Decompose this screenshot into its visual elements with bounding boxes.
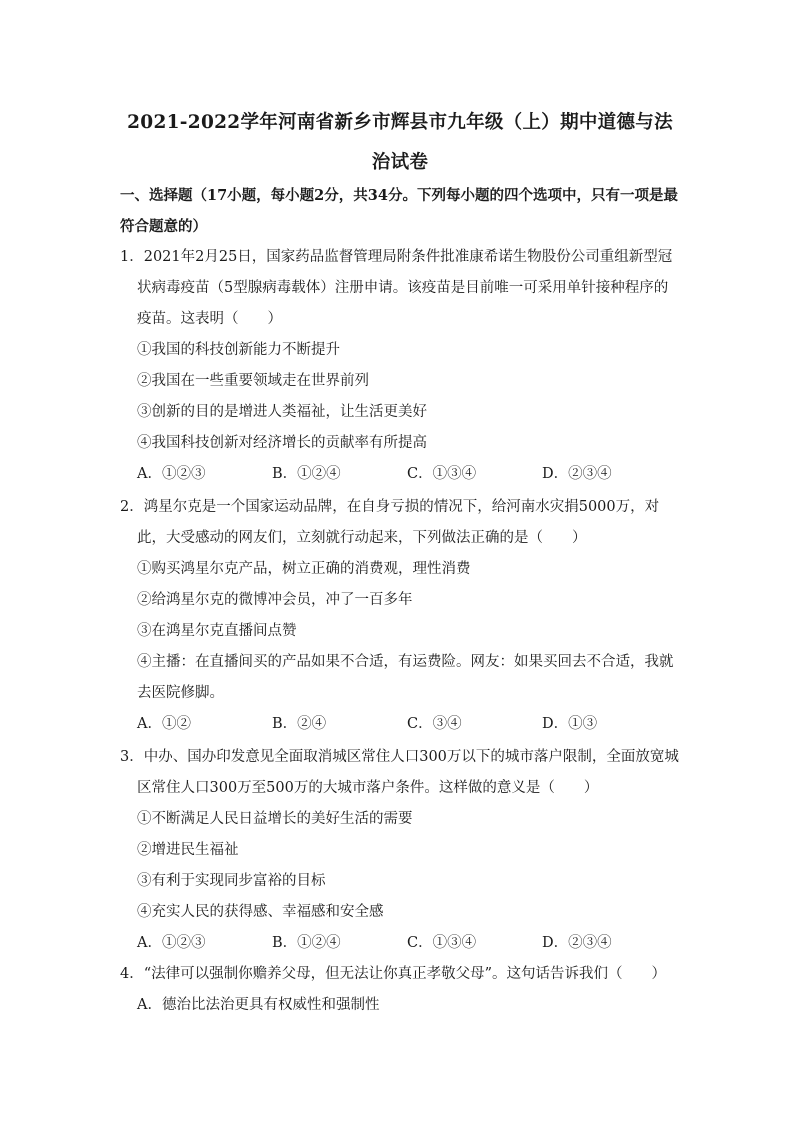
answer-options xyxy=(120,709,680,740)
answer-options xyxy=(120,928,680,959)
question-1 xyxy=(120,242,680,490)
statement: ②我国在一些重要领域走在世界前列 xyxy=(137,373,369,389)
statement: ④我国科技创新对经济增长的贡献率有所提高 xyxy=(137,435,427,451)
option-c: C．①③④ xyxy=(407,935,477,951)
statement: ③在鸿星尔克直播间点赞 xyxy=(137,623,297,639)
option-a: A．德治比法治更具有权威性和强制性 xyxy=(137,997,380,1013)
question-3 xyxy=(120,742,680,959)
statement: ③创新的目的是增进人类福祉，让生活更美好 xyxy=(137,404,427,420)
statement: ②给鸿星尔克的微博冲会员，冲了一百多年 xyxy=(137,592,413,608)
question-4 xyxy=(120,959,680,1021)
section-heading: 一、选择题（17小题，每小题2分，共34分。下列每小题的四个选项中，只有一项是最符合题意的） xyxy=(120,187,678,235)
option-c: C．③④ xyxy=(407,716,462,732)
question-stem: 1．2021年2月25日，国家药品监督管理局附条件批准康希诺生物股份公司重组新型冠状病毒疫苗（5型腺病毒载体）注册申请。该疫苗是目前唯一可采用单针接种程序的疫苗。这表明（ ） xyxy=(120,249,673,327)
statement: ①不断满足人民日益增长的美好生活的需要 xyxy=(137,811,413,827)
statement: ①购买鸿星尔克产品，树立正确的消费观，理性消费 xyxy=(137,561,471,577)
statement: ④主播：在直播间买的产品如果不合适，有运费险。网友：如果买回去不合适，我就去医院修脚。 xyxy=(137,654,674,701)
option-b: B．②④ xyxy=(272,716,327,732)
statement: ④充实人民的获得感、幸福感和安全感 xyxy=(137,904,384,920)
option-d: D．①③ xyxy=(542,716,598,732)
question-2 xyxy=(120,492,680,740)
answer-options xyxy=(120,459,680,490)
option-b: B．①②④ xyxy=(272,466,341,482)
option-a: A．①② xyxy=(137,716,191,732)
option-a: A．①②③ xyxy=(137,935,206,951)
exam-title-line2: 治试卷 xyxy=(371,152,429,173)
option-d: D．②③④ xyxy=(542,466,612,482)
option-c: C．①③④ xyxy=(407,466,477,482)
statement: ③有利于实现同步富裕的目标 xyxy=(137,873,326,889)
option-d: D．②③④ xyxy=(542,935,612,951)
statement: ②增进民生福祉 xyxy=(137,842,239,858)
exam-title-line1: 2021-2022学年河南省新乡市辉县市九年级（上）期中道德与法 xyxy=(127,112,673,133)
question-stem: 3．中办、国办印发意见全面取消城区常住人口300万以下的城市落户限制，全面放宽城区常住人口300万至500万的大城市落户条件。这样做的意义是（ ） xyxy=(120,749,679,796)
question-stem: 4．“法律可以强制你赡养父母，但无法让你真正孝敬父母”。这句话告诉我们（ ） xyxy=(120,966,667,982)
option-b: B．①②④ xyxy=(272,935,341,951)
option-a: A．①②③ xyxy=(137,466,206,482)
statement: ①我国的科技创新能力不断提升 xyxy=(137,342,340,358)
question-stem: 2．鸿星尔克是一个国家运动品牌，在自身亏损的情况下，给河南水灾捐5000万，对此，大受感动的网友们，立刻就行动起来，下列做法正确的是（ ） xyxy=(120,499,660,546)
